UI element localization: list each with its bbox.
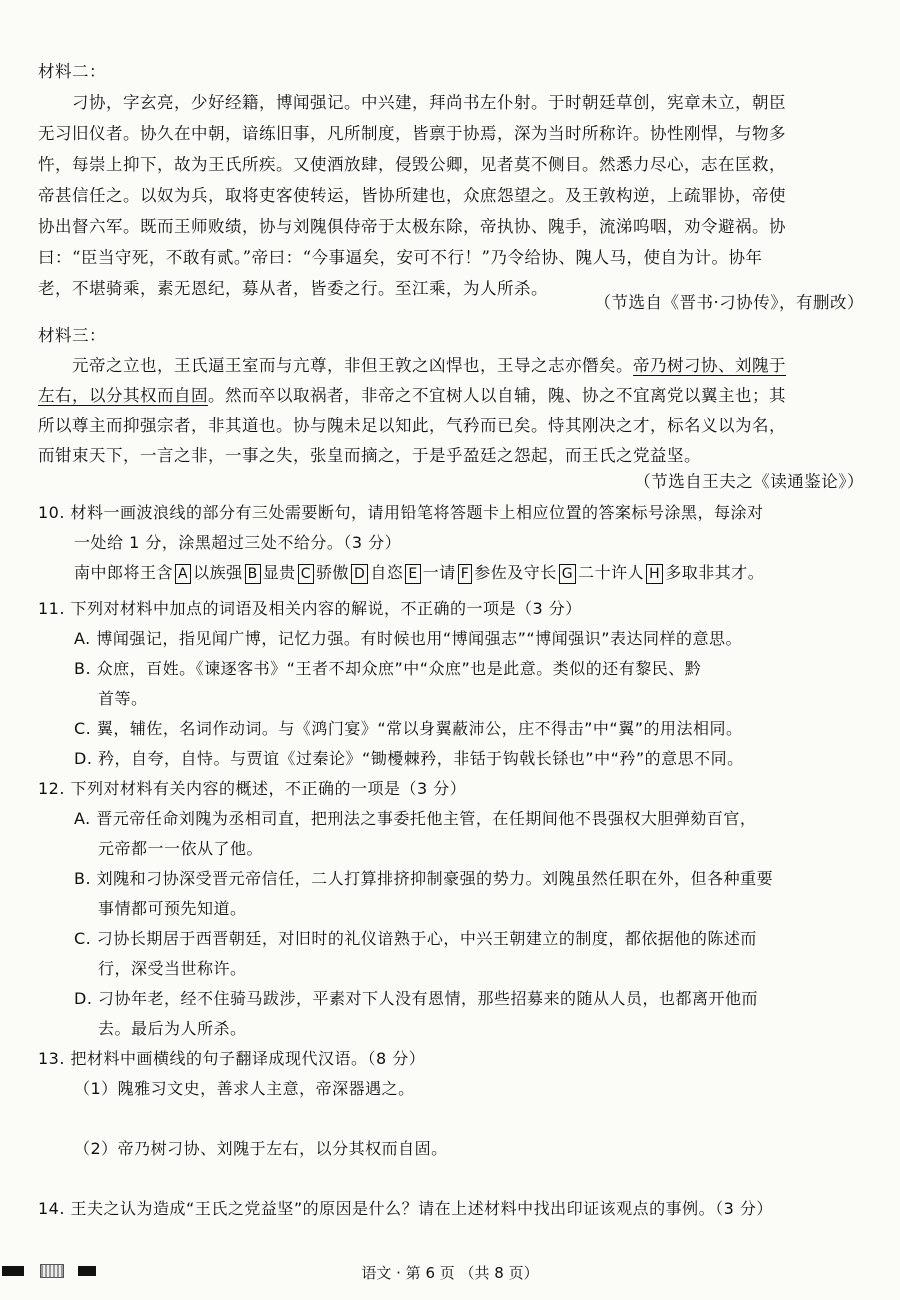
break-option-box[interactable]: B bbox=[245, 564, 261, 584]
break-option-box[interactable]: D bbox=[351, 564, 368, 584]
material-2-line: 老，不堪骑乘，素无恩纪，募从者，皆委之行。至江乘，为人所杀。 bbox=[38, 279, 548, 298]
question-10-sentence bbox=[74, 560, 900, 584]
material-2-line: 协出督六军。既而王师败绩，协与刘隗俱侍帝于太极东除，帝执协、隗手，流涕呜咽，劝令避祸。协 bbox=[38, 217, 786, 236]
break-option-box[interactable]: H bbox=[646, 564, 663, 584]
segment: 多取非其才。 bbox=[665, 563, 765, 582]
question-13-sentence-2: （2）帝乃树刁协、刘隗于左右，以分其权而自固。 bbox=[74, 1139, 448, 1158]
material-3-source: （节选自王夫之《读通鉴论》） bbox=[634, 472, 864, 491]
material-3-line bbox=[38, 382, 878, 406]
break-option-box[interactable]: F bbox=[458, 564, 473, 584]
question-11-stem: 11. 下列对材料中加点的词语及相关内容的解说，不正确的一项是（3 分） bbox=[38, 599, 582, 618]
segment: 南中郎将王含 bbox=[74, 563, 174, 582]
material-3-line: 所以尊主而抑强宗者，非其道也。协与隗未足以知此，气矜而已矣。恃其刚决之才，标名义以为名， bbox=[38, 416, 786, 435]
question-11-option-a[interactable]: A. 博闻强记，指见闻广博，记忆力强。有时候也用“博闻强志”“博闻强识”表达同样的意思。 bbox=[74, 629, 742, 648]
segment: 以族强 bbox=[193, 563, 243, 582]
segment: 自恣 bbox=[370, 563, 404, 582]
question-11-option-c[interactable]: C. 翼，辅佐，名词作动词。与《鸿门宴》“常以身翼蔽沛公，庄不得击”中“翼”的用法相同。 bbox=[74, 719, 743, 738]
question-12-option-c-cont: 行，深受当世称许。 bbox=[98, 959, 247, 978]
question-11-option-b[interactable]: B. 众庶，百姓。《谏逐客书》“王者不却众庶”中“众庶”也是此意。类似的还有黎民、黔 bbox=[74, 659, 702, 678]
question-13-stem: 13. 把材料中画横线的句子翻译成现代汉语。（8 分） bbox=[38, 1049, 426, 1068]
question-12-option-d[interactable]: D. 刁协年老，经不住骑马跋涉，平素对下人没有恩情，那些招募来的随从人员，也都离开他而 bbox=[74, 989, 758, 1008]
question-11-option-d[interactable]: D. 矜，自夸，自恃。与贾谊《过秦论》“锄櫌棘矜，非铦于钩戟长铩也”中“矜”的意思不同。 bbox=[74, 749, 744, 768]
material-3-line bbox=[72, 352, 900, 376]
question-11-option-b-cont: 首等。 bbox=[98, 689, 148, 708]
question-10-stem: 10. 材料一画波浪线的部分有三处需要断句，请用铅笔将答题卡上相应位置的答案标号涂黑，每涂对 bbox=[38, 503, 764, 522]
question-13-sentence-1: （1）隗雅习文史，善求人主意，帝深器遇之。 bbox=[74, 1079, 415, 1098]
material-2-title: 材料二： bbox=[38, 62, 106, 81]
question-12-option-a[interactable]: A. 晋元帝任命刘隗为丞相司直，把刑法之事委托他主管，在任期间他不畏强权大胆弹劾百官， bbox=[74, 809, 757, 828]
underlined-sentence: 左右，以分其权而自固 bbox=[38, 386, 208, 405]
material-2-line: 忤，每崇上抑下，故为王氏所疾。又使酒放肆，侵毁公卿，见者莫不侧目。然悉力尽心，志在匡救， bbox=[38, 155, 786, 174]
break-option-box[interactable]: A bbox=[175, 564, 191, 584]
segment: 显贵 bbox=[262, 563, 296, 582]
question-12-option-b-cont: 事情都可预先知道。 bbox=[98, 899, 247, 918]
break-option-box[interactable]: E bbox=[405, 564, 420, 584]
break-option-box[interactable]: C bbox=[298, 564, 314, 584]
question-14-stem: 14. 王夫之认为造成“王氏之党益坚”的原因是什么？请在上述材料中找出印证该观点的事例。（3 分） bbox=[38, 1199, 773, 1218]
break-option-box[interactable]: G bbox=[559, 564, 576, 584]
question-12-option-a-cont: 元帝都一一依从了他。 bbox=[98, 839, 264, 858]
material-3-title: 材料三： bbox=[38, 326, 106, 345]
material-2-line: 无习旧仪者。协久在中朝，谙练旧事，凡所制度，皆禀于协焉，深为当时所称许。协性刚悍，与物多 bbox=[38, 124, 786, 143]
page-footer: 语文 · 第 6 页 （共 8 页） bbox=[361, 1264, 539, 1282]
segment: 骄傲 bbox=[316, 563, 350, 582]
material-3-text: 。然而卒以取祸者，非帝之不宜树人以自辅，隗、协之不宜离党以翼主也；其 bbox=[208, 386, 786, 405]
question-12-option-d-cont: 去。最后为人所杀。 bbox=[98, 1019, 247, 1038]
material-2-line: 曰：“臣当守死，不敢有贰。”帝曰：“今事逼矣，安可不行！”乃令给协、隗人马，使自为计。协年 bbox=[38, 248, 763, 267]
material-2-line: 帝甚信任之。以奴为兵，取将吏客使转运，皆协所建也，众庶怨望之。及王敦构逆，上疏罪协，帝使 bbox=[38, 186, 786, 205]
segment: 二十许人 bbox=[578, 563, 645, 582]
material-3-text: 元帝之立也，王氏逼王室而与亢尊，非但王敦之凶悍也，王导之志亦僭矣。 bbox=[72, 356, 633, 375]
question-12-option-b[interactable]: B. 刘隗和刁协深受晋元帝信任，二人打算排挤抑制豪强的势力。刘隗虽然任职在外，但各种重要 bbox=[74, 869, 774, 888]
material-3-line: 而钳束天下，一言之非，一事之失，张皇而摘之，于是乎盈廷之怨起，而王氏之党益坚。 bbox=[38, 446, 701, 465]
segment: 一请 bbox=[422, 563, 456, 582]
segment: 参佐及守长 bbox=[474, 563, 557, 582]
question-10-stem: 一处给 1 分，涂黑超过三处不给分。（3 分） bbox=[74, 533, 402, 552]
material-2-source: （节选自《晋书·刁协传》，有删改） bbox=[594, 293, 864, 312]
underlined-sentence: 帝乃树刁协、刘隗于 bbox=[633, 356, 786, 375]
material-2-line: 刁协，字玄亮，少好经籍，博闻强记。中兴建，拜尚书左仆射。于时朝廷草创，宪章未立，朝臣 bbox=[72, 93, 786, 112]
question-12-option-c[interactable]: C. 刁协长期居于西晋朝廷，对旧时的礼仪谙熟于心，中兴王朝建立的制度，都依据他的陈述而 bbox=[74, 929, 757, 948]
question-12-stem: 12. 下列对材料有关内容的概述，不正确的一项是（3 分） bbox=[38, 779, 467, 798]
